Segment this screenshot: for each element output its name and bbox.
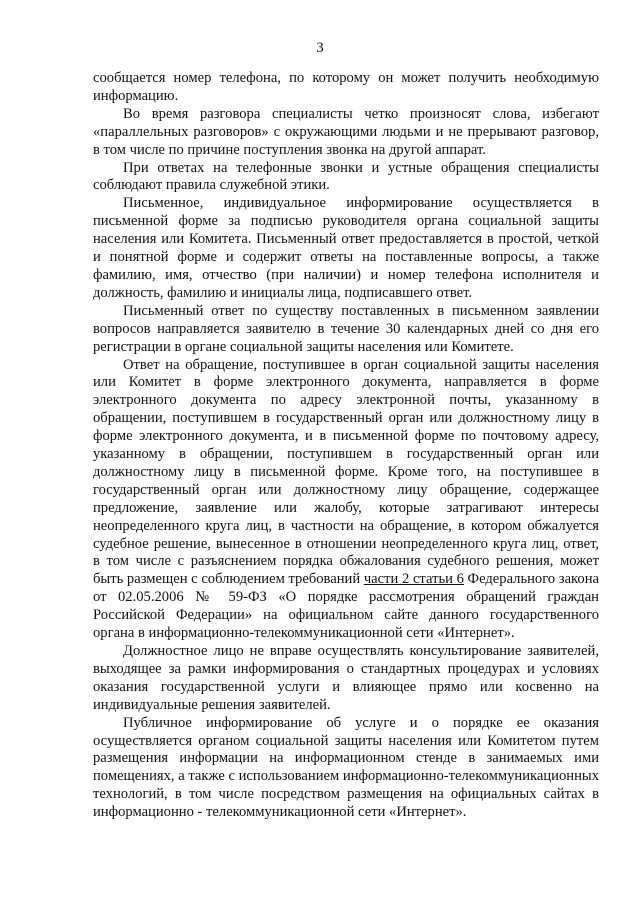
law-article-link[interactable]: части 2 статьи 6 — [363, 571, 464, 588]
electronic-reply-text-start: Ответ на обращение, поступившее в орган социальной защиты населения или Комитет в форме электронного документа, направляется в форме электронного документа по адресу электронной почты, указанному в обращении, поступившем в государственный орган или должностному лицу в форме электронного документа, и в письменной форме по почтовому адресу, указанному в обращении, поступившем в государственный орган или должностному лицу в письменной форме. Кроме того, на поступившее в государственный орган или должностному лицу обращение, содержащее предложение, заявление или жалобу, которые затрагивают интересы неопределенного круга лиц, в частности на обращение, в котором обжалуется судебное решение, вынесенное в отношении неопределенного круга лиц, ответ, в том числе с разъяснением порядка обжалования судебного решения, может быть размещен с соблюдением требований — [93, 356, 599, 588]
page-number: 3 — [316, 40, 324, 56]
paragraph-public-informing: Публичное информирование об услуге и о порядке ее оказания осуществляется органом социальной защиты населения или Комитетом путем размещения информации на информационном стенде в занимаемых ими помещениях, а также с использованием информационно-телекоммуникационных технологий, в том числе посредством размещения на официальных сайтах в информационно - телекоммуникационной сети «Интернет». — [93, 714, 599, 821]
document-body — [93, 70, 599, 822]
paragraph-conversation-rules: Во время разговора специалисты четко произносят слова, избегают «параллельных разговоров» с окружающими людьми и не прерывают разговор, в том числе по причине поступления звонка на другой аппарат. — [93, 105, 599, 158]
paragraph-service-ethics: При ответах на телефонные звонки и устные обращения специалисты соблюдают правила служебной этики. — [93, 159, 599, 194]
paragraph-electronic-reply — [93, 357, 599, 644]
paragraph-phone-number: сообщается номер телефона, по которому он может получить необходимую информацию. — [93, 70, 599, 104]
electronic-reply-text-end: Федерального закона от 02.05.2006 № 59-ФЗ «О порядке рассмотрения обращений граждан Российской Федерации» на официальном сайте данного государственного органа в информационно-телекоммуникационной сети «Интернет». — [93, 571, 599, 642]
paragraph-written-informing: Письменное, индивидуальное информирование осуществляется в письменной форме за подписью руководителя органа социальной защиты населения или Комитета. Письменный ответ предоставляется в простой, четкой и понятной форме и содержит ответы на поставленные вопросы, а также фамилию, имя, отчество (при наличии) и номер телефона исполнителя и должность, фамилию и инициалы лица, подписавшего ответ. — [93, 195, 599, 301]
paragraph-written-reply-deadline: Письменный ответ по существу поставленных в письменном заявлении вопросов направляется заявителю в течение 30 календарных дней со дня его регистрации в органе социальной защиты населения или Комитете. — [93, 302, 599, 355]
paragraph-official-restrictions: Должностное лицо не вправе осуществлять консультирование заявителей, выходящее за рамки информирования о стандартных процедурах и условиях оказания государственной услуги и влияющее прямо или косвенно на индивидуальные решения заявителей. — [93, 643, 599, 713]
